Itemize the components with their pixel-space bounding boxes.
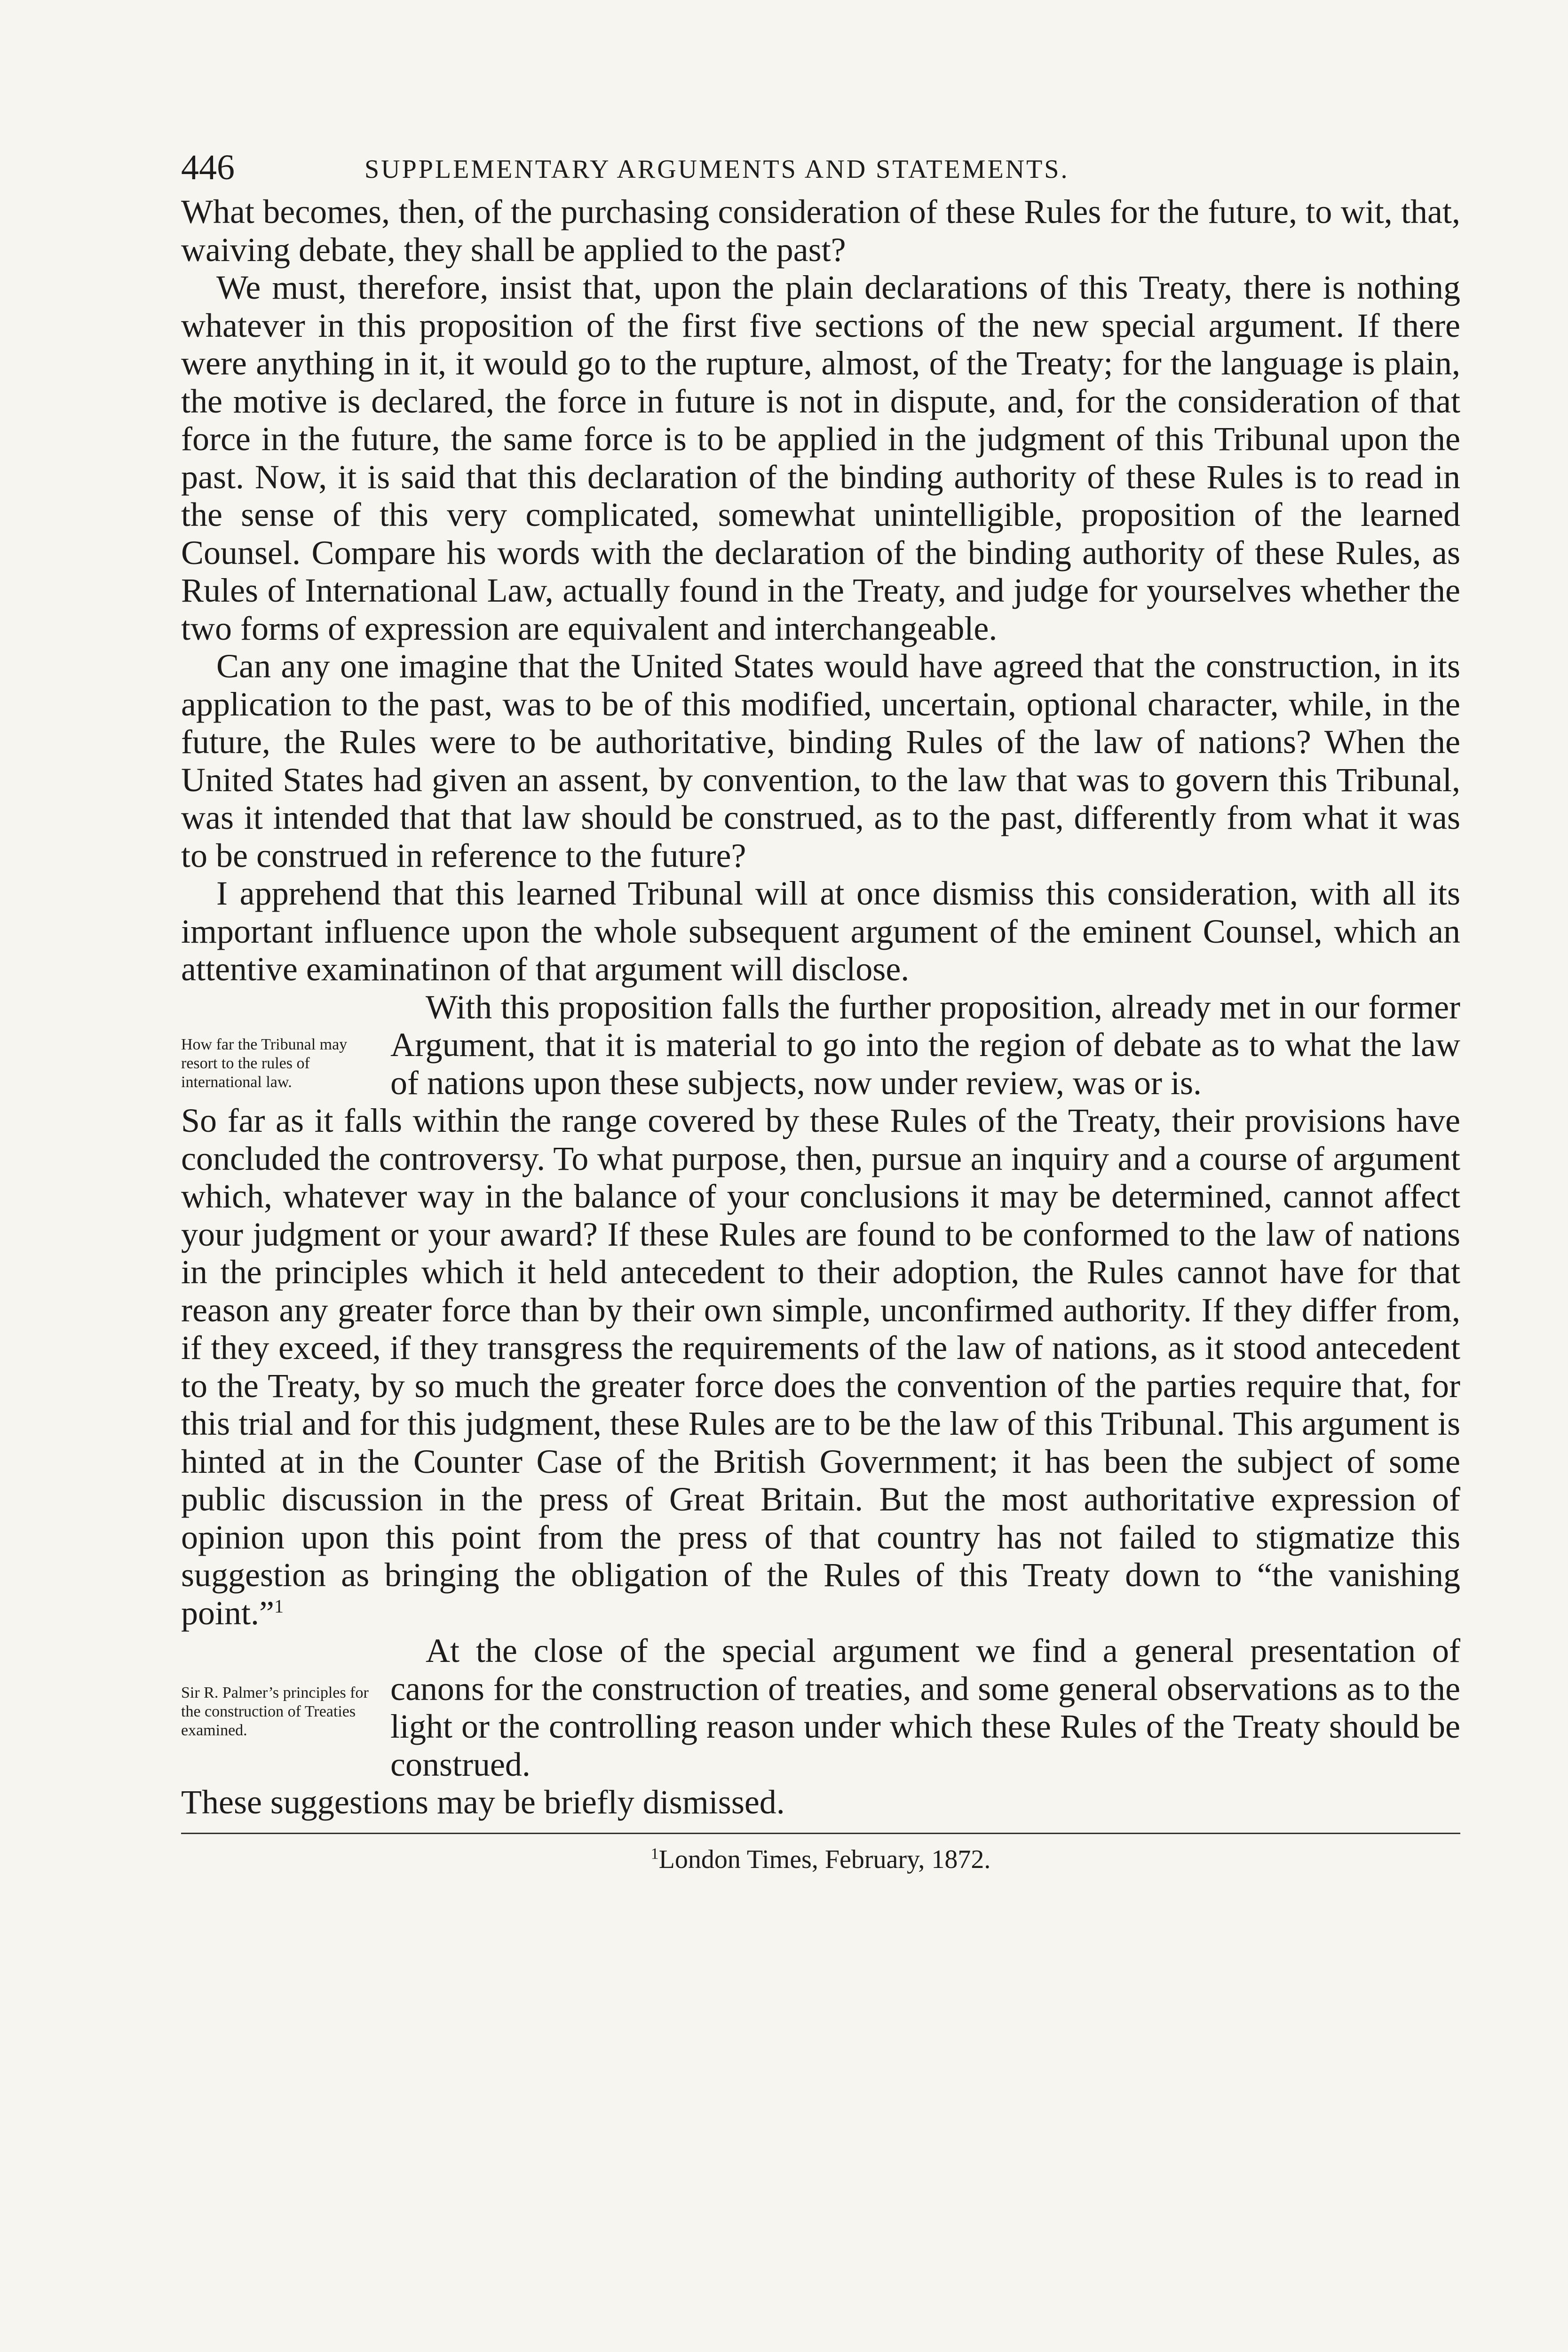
paragraph: With this proposition falls the further proposition, already met in our former Argument, that it is material to go into the region of debate as to what the law of nations upon these subjects, now under review, was or is. — [390, 988, 1460, 1102]
body-text — [181, 193, 1460, 1821]
footnote-divider — [181, 1833, 1460, 1834]
margin-note: How far the Tribunal may resort to the rules of international law. — [181, 1035, 348, 1091]
margin-note: Sir R. Palmer’s principles for the construction of Treaties examined. — [181, 1684, 369, 1739]
section-palmer-principles — [181, 1632, 1460, 1783]
document-page — [181, 141, 1460, 1875]
paragraph: What becomes, then, of the purchasing consideration of these Rules for the future, to wit, that, waiving debate, they shall be applied to the past? — [181, 193, 1460, 269]
running-head — [181, 141, 1460, 193]
section-tribunal-law — [181, 988, 1460, 1102]
paragraph: Can any one imagine that the United States would have agreed that the construction, in its application to the past, was to be of this modified, uncertain, optional character, while, in the future, the Rules were to be authoritative, binding Rules of the law of nations? When the United States had given an assent, by convention, to the law that was to govern this Tribunal, was it intended that that law should be construed, as to the past, differently from what it was to be construed in reference to the future? — [181, 647, 1460, 874]
paragraph: At the close of the special argument we find a general presentation of canons for the construction of treaties, and some general observations as to the light or the controlling reason under which these Rules of the Treaty should be construed. — [390, 1632, 1460, 1783]
paragraph-continuation — [181, 1102, 1460, 1632]
paragraph-text: So far as it falls within the range covered by these Rules of the Treaty, their provisions have concluded the controversy. To what purpose, then, pursue an inquiry and a course of argument which, whatever way in the balance of your conclusions it may be determined, cannot affect your judgment or your award? If these Rules are found to be conformed to the law of nations in the principles which it held antecedent to their adoption, the Rules cannot have for that reason any greater force than by their own simple, unconfirmed authority. If they differ from, if they exceed, if they transgress the requirements of the law of nations, as it stood antecedent to the Treaty, by so much the greater force does the convention of the parties require that, for this trial and for this judgment, these Rules are to be the law of this Tribunal. This argument is hinted at in the Counter Case of the British Government; it has been the subject of some public discussion in the press of Great Britain. But the most authoritative expression of opinion upon this point from the press of that country has not failed to stigmatize this suggestion as bringing the obligation of the Rules of this Treaty down to “the vanishing point.” — [181, 1102, 1460, 1632]
paragraph-continuation: These suggestions may be briefly dismissed. — [181, 1783, 785, 1821]
paragraph: I apprehend that this learned Tribunal will at once dismiss this consideration, with all its important influence upon the whole subsequent argument of the eminent Counsel, which an attentive examinatinon of that argument will disclose. — [181, 874, 1460, 988]
footnote-text: London Times, February, 1872. — [658, 1844, 991, 1874]
footnote-marker: 1 — [650, 1844, 659, 1862]
running-title: SUPPLEMENTARY ARGUMENTS AND STATEMENTS. — [364, 155, 1069, 184]
footnote-reference: 1 — [274, 1595, 284, 1617]
page-number: 446 — [181, 148, 235, 187]
paragraph: We must, therefore, insist that, upon the plain declarations of this Treaty, there is nothing whatever in this proposition of the first five sections of the new special argument. If there were anything in it, it would go to the rupture, almost, of the Treaty; for the language is plain, the motive is declared, the force in future is not in dispute, and, for the consideration of that force in the future, the same force is to be applied in the judgment of this Tribunal upon the past. Now, it is said that this declaration of the binding authority of these Rules is to read in the sense of this very complicated, somewhat unintelligible, proposition of the learned Counsel. Compare his words with the declaration of the binding authority of these Rules, as Rules of International Law, actually found in the Treaty, and judge for yourselves whether the two forms of expression are equivalent and interchangeable. — [181, 269, 1460, 647]
footnote — [181, 1844, 1460, 1875]
